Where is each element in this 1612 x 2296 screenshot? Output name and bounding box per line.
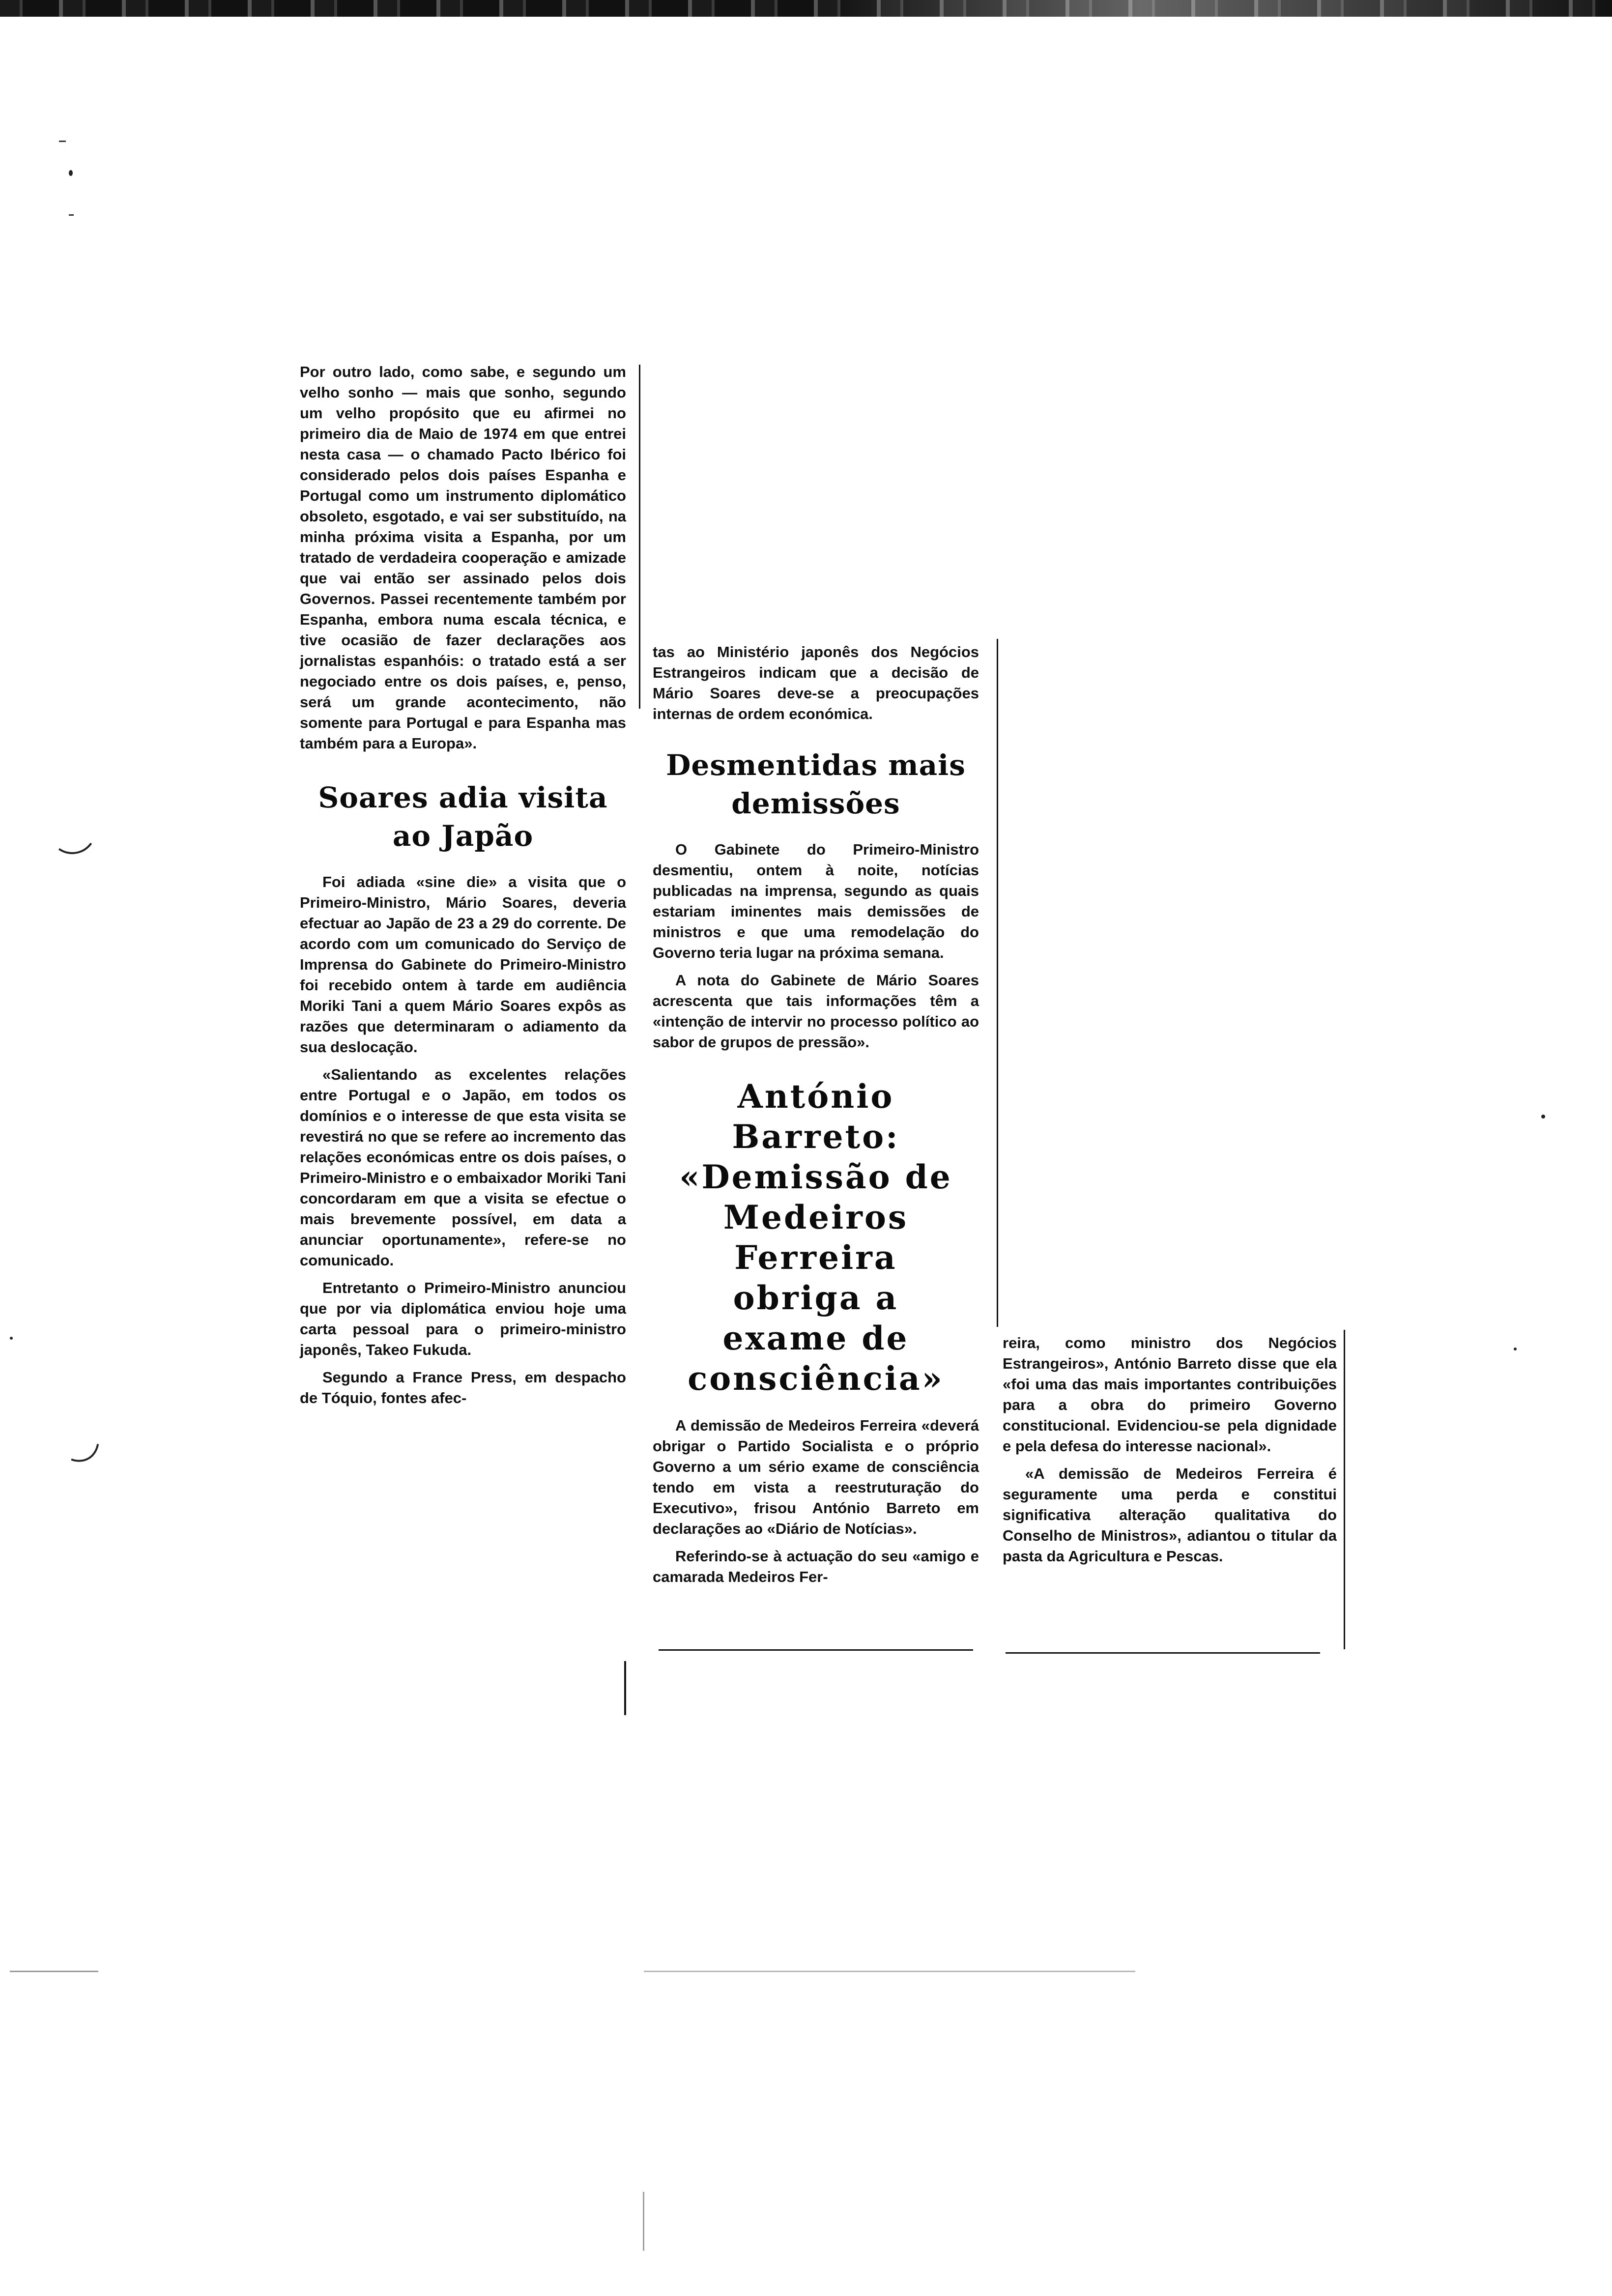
headline-antonio-barreto: António Barreto: «Demissão de Medeiros Ferreira obriga a exame de consciência» [679,1077,952,1398]
column-end-rule [659,1649,973,1651]
scan-mark [1514,1348,1517,1350]
scan-mark [10,1337,13,1340]
article-paragraph: Segundo a France Press, em despacho de Tóquio, fontes afec- [300,1369,626,1406]
scan-mark [59,141,66,142]
article-text-pacto-iberico: Por outro lado, como sabe, e segundo um velho sonho — mais que sonho, segundo um velho propósito que eu afirmei no primeiro dia de Maio de 1974 em que entrei nesta casa — o chamado Pacto Ibérico foi considerado pelos dois países Espanha e Portugal como um instrumento diplomático obsoleto, esgotado, e vai ser substituído, na minha próxima visita a Espanha, por um tratado de verdadeira cooperação e amizade que vai então ser assinado pelos dois Governos. Passei recentemente também por Espanha, embora numa escala técnica, e tive ocasião de fazer declarações aos jornalistas espanhóis: o tratado está a ser negociado entre os dois países, e, penso, será um grande acontecimento, não somente para Portugal e para Espanha mas também para a Europa». [300,363,626,752]
column-rule [1344,1330,1345,1649]
article-paragraph: Referindo-se à actuação do seu «amigo e camarada Medeiros Fer- [653,1548,979,1585]
headline-desmentidas-mais-demissoes: Desmentidas mais demissões [666,748,966,820]
column-rule [624,1661,626,1715]
scan-top-border [0,0,1612,17]
scan-mark [1541,1115,1545,1119]
scan-mark [44,802,100,858]
headline-soares-adia-visita: Soares adia visita ao Japão [318,781,608,853]
column-1 [300,362,626,1408]
article-paragraph: «Salientando as excelentes relações entre Portugal e o Japão, em todos os domínios e o interesse de que esta visita se revestirá no que se refere ao incremento das relações económicas entre os dois países, o Primeiro-Ministro e o embaixador Moriki Tani concordaram em que a visita se efectue o mais brevemente possível, em data a anunciar oportunamente», refere-se no comunicado. [300,1066,626,1269]
article-paragraph: A nota do Gabinete de Mário Soares acrescenta que tais informações têm a «intenção de intervir no processo político ao sabor de grupos de pressão». [653,972,979,1051]
scan-mark [643,2192,644,2251]
scan-mark [37,1393,110,1471]
scan-mark [69,214,74,216]
scan-mark [644,1971,1135,1972]
article-paragraph: Entretanto o Primeiro-Ministro anunciou que por via diplomática enviou hoje uma carta pessoal para o primeiro-ministro japonês, Takeo Fukuda. [300,1279,626,1358]
scan-mark [69,170,73,176]
article-paragraph: «A demissão de Medeiros Ferreira é seguramente uma perda e constitui significativa alteração qualitativa do Conselho de Ministros», adiantou o titular da pasta da Agricultura e Pescas. [1003,1465,1337,1565]
article-paragraph: O Gabinete do Primeiro-Ministro desmentiu, ontem à noite, notícias publicadas na imprensa, segundo as quais estariam iminentes mais demissões de ministros e que uma remodelação do Governo teria lugar na próxima semana. [653,841,979,961]
column-rule [997,639,998,1327]
article-paragraph: Foi adiada «sine die» a visita que o Primeiro-Ministro, Mário Soares, deveria efectuar ao Japão de 23 a 29 do corrente. De acordo com um comunicado do Serviço de Imprensa do Gabinete do Primeiro-Ministro foi recebido ontem à tarde em audiência Moriki Tani a quem Mário Soares expôs as razões que determinaram o adiamento da sua deslocação. [300,873,626,1056]
article-paragraph: reira, como ministro dos Negócios Estrangeiros», António Barreto disse que ela «foi uma das mais importantes contribuições para a obra do primeiro Governo constitucional. Evidenciou-se pela dignidade e pela defesa do interesse nacional». [1003,1334,1337,1455]
column-end-rule [1006,1652,1320,1654]
article-paragraph: A demissão de Medeiros Ferreira «deverá obrigar o Partido Socialista e o próprio Governo a um sério exame de consciência tendo em vista a reestruturação do Executivo», frisou António Barreto em declarações ao «Diário de Notícias». [653,1417,979,1537]
article-text-continuation: tas ao Ministério japonês dos Negócios Estrangeiros indicam que a decisão de Mário Soares deve-se a preocupações internas de ordem económica. [653,643,979,722]
column-3 [1003,1333,1337,1567]
scan-mark [10,1971,98,1972]
column-rule [639,365,640,709]
column-2 [653,642,979,1587]
